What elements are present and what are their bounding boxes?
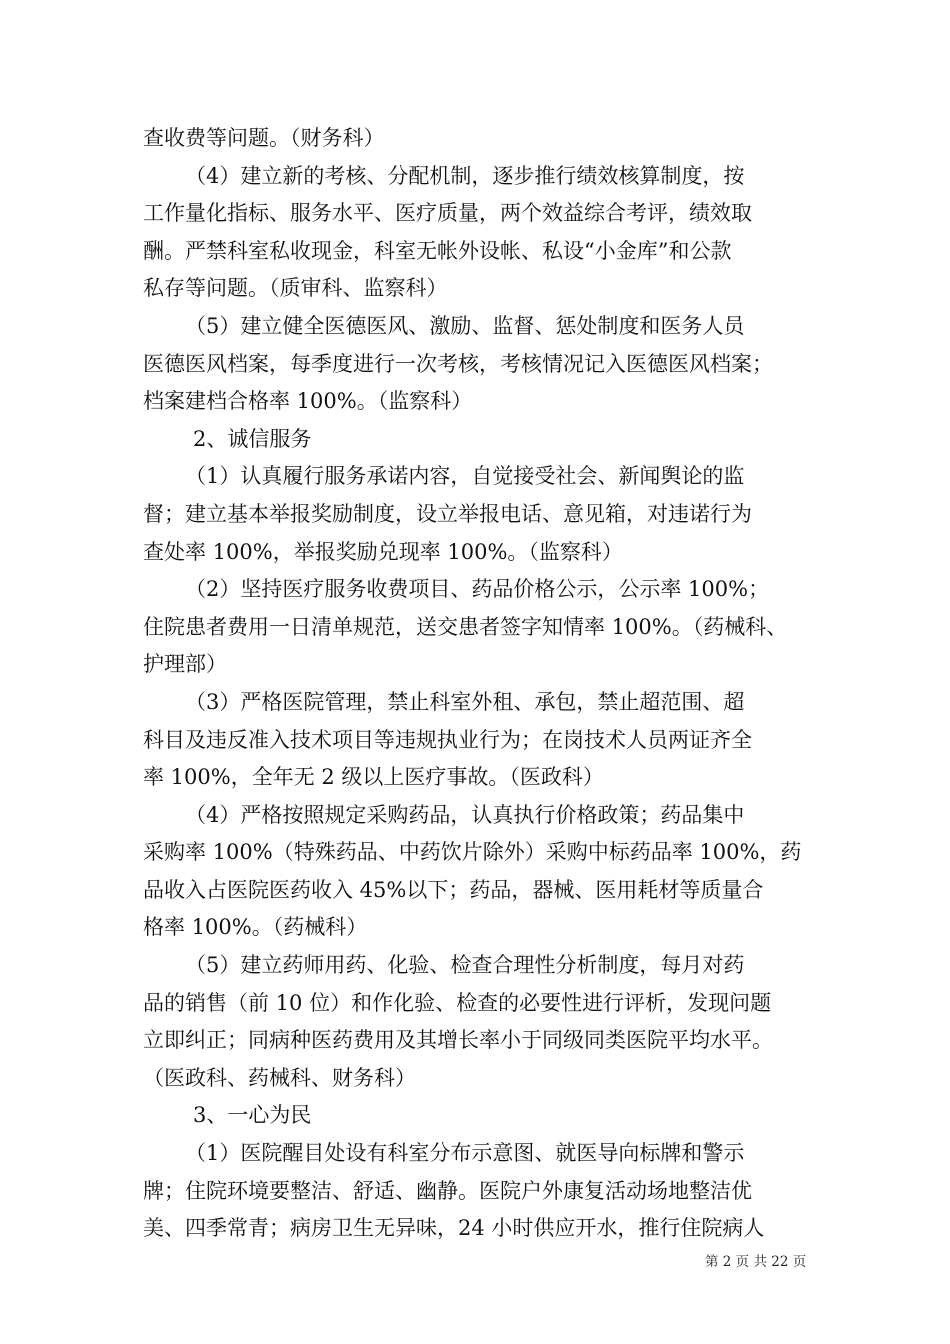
- text-line: 采购率 100%（特殊药品、中药饮片除外）采购中标药品率 100%，药: [143, 840, 802, 865]
- text-line: 科目及违反准入技术项目等违规执业行为；在岗技术人员两证齐全: [143, 727, 752, 752]
- text-line: 私存等问题。（质审科、监察科）: [143, 276, 448, 301]
- paragraph-start-line: （2）坚持医疗服务收费项目、药品价格公示，公示率 100%；: [185, 577, 770, 602]
- text-line: 医德医风档案，每季度进行一次考核，考核情况记入医德医风档案；: [143, 351, 773, 376]
- text-line: 档案建档合格率 100%。（监察科）: [143, 389, 473, 414]
- paragraph-start-line: （4）严格按照规定采购药品，认真执行价格政策；药品集中: [185, 802, 745, 827]
- text-line: 格率 100%。（药械科）: [143, 915, 368, 940]
- paragraph-start-line: （5）建立药师用药、化验、检查合理性分析制度，每月对药: [185, 953, 745, 978]
- paragraph-start-line: （3）严格医院管理，禁止科室外租、承包，禁止超范围、超: [185, 689, 745, 714]
- text-line: 工作量化指标、服务水平、医疗质量，两个效益综合考评，绩效取: [143, 201, 752, 226]
- text-line: 督；建立基本举报奖励制度，设立举报电话、意见箱，对违诺行为: [143, 501, 752, 526]
- paragraph-start-line: （1）认真履行服务承诺内容，自觉接受社会、新闻舆论的监: [185, 464, 745, 489]
- paragraph-start-line: （4）建立新的考核、分配机制，逐步推行绩效核算制度，按: [185, 163, 745, 188]
- text-line: 牌；住院环境要整洁、舒适、幽静。医院户外康复活动场地整洁优: [143, 1178, 752, 1203]
- text-line: （医政科、药械科、财务科）: [143, 1065, 416, 1090]
- text-line: 率 100%，全年无 2 级以上医疗事故。（医政科）: [143, 765, 604, 790]
- text-line: 酬。严禁科室私收现金，科室无帐外设帐、私设“小金库”和公款: [143, 238, 732, 263]
- text-line: 查处率 100%，举报奖励兑现率 100%。（监察科）: [143, 539, 623, 564]
- document-body: [143, 120, 823, 1248]
- text-line: 查收费等问题。（财务科）: [143, 126, 385, 150]
- paragraph-start-line: （1）医院醒目处设有科室分布示意图、就医导向标牌和警示: [185, 1141, 745, 1166]
- page-number-footer: 第 2 页 共 22 页: [705, 1254, 807, 1270]
- section-heading: 2、诚信服务: [193, 426, 312, 451]
- text-line: 品收入占医院医药收入 45%以下；药品，器械、医用耗材等质量合: [143, 877, 764, 902]
- paragraph-start-line: （5）建立健全医德医风、激励、监督、惩处制度和医务人员: [185, 313, 745, 338]
- text-line: 护理部）: [143, 652, 227, 677]
- section-heading: 3、一心为民: [193, 1103, 312, 1128]
- text-line: 住院患者费用一日清单规范，送交患者签字知情率 100%。（药械科、: [143, 614, 788, 639]
- text-line: 品的销售（前 10 位）和作化验、检查的必要性进行评析，发现问题: [143, 990, 772, 1015]
- text-line: 美、四季常青；病房卫生无异味，24 小时供应开水，推行住院病人: [143, 1216, 765, 1241]
- text-line: 立即纠正；同病种医药费用及其增长率小于同级同类医院平均水平。: [143, 1028, 773, 1053]
